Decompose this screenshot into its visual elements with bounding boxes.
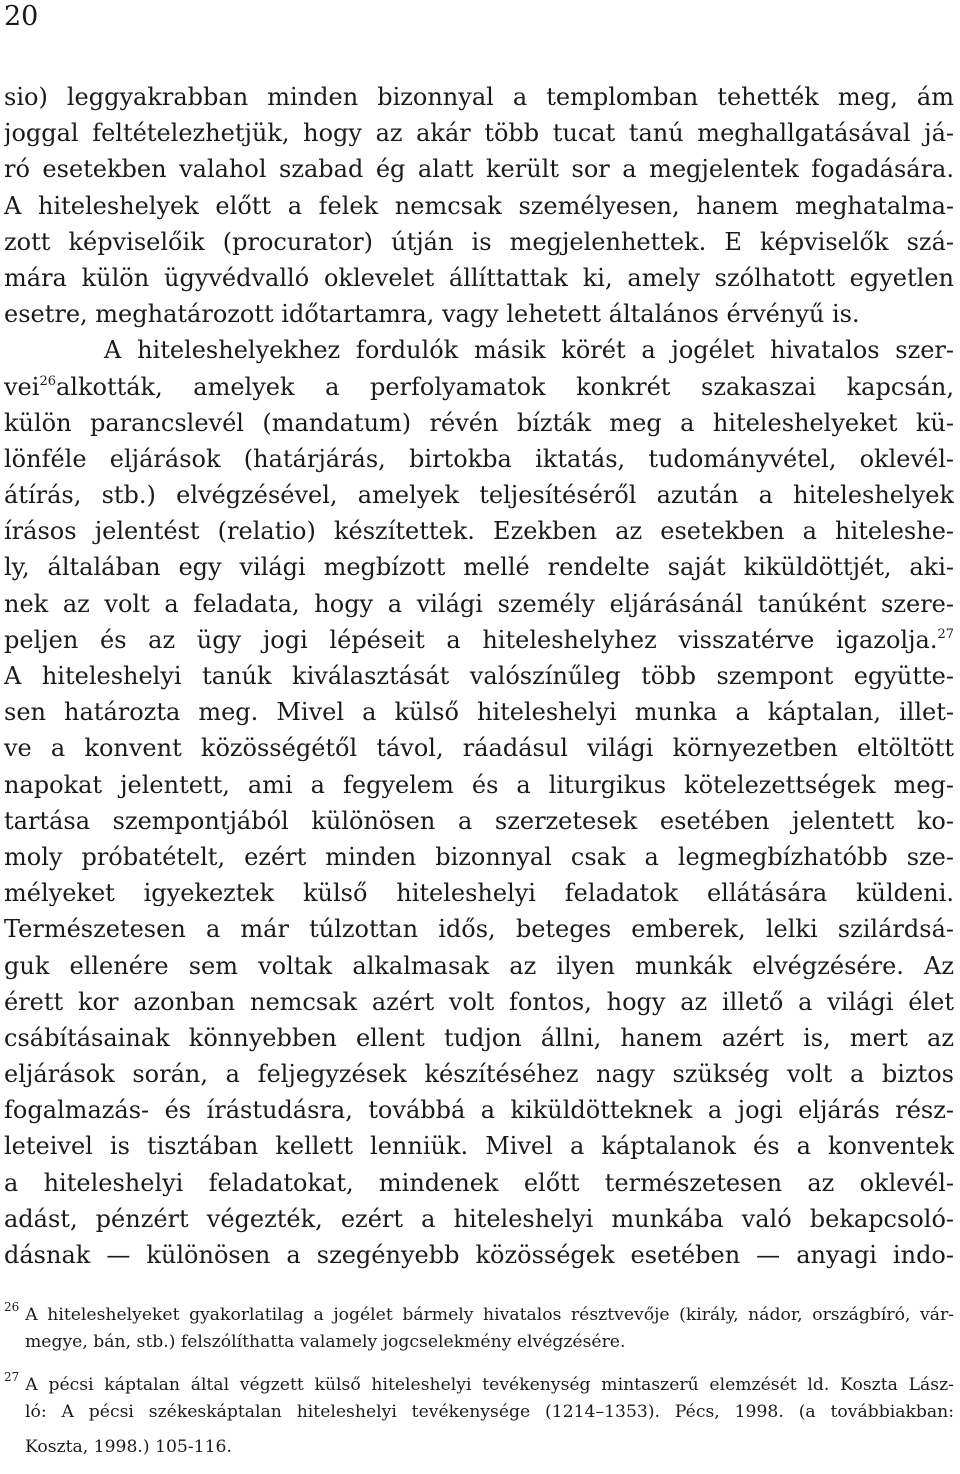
text-line: A hiteleshelyi tanúk kiválasztását valószínűleg több szempont együtte- (4, 662, 954, 690)
text-line: ly, általában egy világi megbízott mellé rendelte saját kiküldöttjét, aki- (4, 553, 954, 582)
text-line: eljárások során, a feljegyzések készítéséhez nagy szükség volt a biztos (4, 1060, 954, 1089)
text-line: lönféle eljárások (határjárás, birtokba iktatás, tudományvétel, oklevél- (4, 444, 954, 473)
page-number: 20 (4, 1, 39, 32)
line-text: peljen és az ügy jogi lépéseit a hiteleshelyhez visszatérve igazolja. (4, 625, 938, 654)
footnote-text: A hiteleshelyeket gyakorlatilag a jogélet bármely hivatalos résztvevője (király, nádor, országbíró, vár- (25, 1305, 954, 1325)
text-line: átírás, stb.) elvégzésével, amelyek teljesítéséről azután a hiteleshelyek (4, 481, 954, 510)
text-line: sio) leggyakrabban minden bizonnyal a templomban tehették meg, ám (4, 83, 954, 111)
text-line: leteivel is tisztában kellett lenniük. Mivel a káptalanok és a konventek (4, 1132, 954, 1161)
text-line: esetre, meghatározott időtartamra, vagy lehetett általános érvényű is. (4, 300, 860, 329)
paragraph-start-line: A hiteleshelyekhez fordulók másik körét a jogélet hivatalos szer- (104, 336, 954, 365)
text-line: fogalmazás- és írástudásra, továbbá a kiküldötteknek a jogi eljárás rész- (4, 1096, 954, 1125)
footnote-text: megye, bán, stb.) felszólíthatta valamely jogcselekmény elvégzésére. (25, 1332, 626, 1352)
text-line: guk ellenére sem voltak alkalmasak az ilyen munkák elvégzésére. Az (4, 951, 954, 980)
text-line: moly próbatételt, ezért minden bizonnyal csak a legmegbízhatóbb sze- (4, 842, 954, 871)
footnote-26 (4, 1290, 954, 1325)
text-line: tartása szempontjából különösen a szerzetesek esetében jelentett ko- (4, 806, 954, 835)
line-rest: alkották, amelyek a perfolyamatok konkrét szakaszai kapcsán, (55, 372, 954, 401)
text-line: mára külön ügyvédvalló oklevelet állíttattak ki, amely szólhatott egyetlen (4, 263, 954, 292)
text-line: írásos jelentést (relatio) készítettek. Ezekben az esetekben a hiteleshe- (4, 517, 954, 546)
line-start: vei (4, 372, 40, 401)
text-line: napokat jelentett, ami a fegyelem és a liturgikus kötelezettségek meg- (4, 770, 954, 799)
footnote-text: Koszta, 1998.) 105-116. (25, 1437, 232, 1457)
text-line: csábításainak könnyebben ellent tudjon állni, hanem azért is, mert az (4, 1023, 954, 1052)
footnote-text: ló: A pécsi székeskáptalan hiteleshelyi tevékenysége (1214–1353). Pécs, 1998. (a továbbiakban: (25, 1402, 954, 1422)
text-line: a hiteleshelyi feladatokat, mindenek előtt természetesen az oklevél- (4, 1168, 954, 1197)
text-line: adást, pénzért végezték, ezért a hiteleshelyi munkába való bekapcsoló- (4, 1204, 954, 1233)
text-line (4, 369, 954, 405)
body-text (4, 79, 954, 1273)
text-line: A hiteleshelyek előtt a felek nemcsak személyesen, hanem meghatalma- (4, 191, 954, 220)
text-line: sen határozta meg. Mivel a külső hiteleshelyi munka a káptalan, illet- (4, 698, 954, 727)
text-line: mélyeket igyekeztek külső hiteleshelyi feladatok ellátására küldeni. (4, 879, 954, 908)
footnotes (4, 1290, 954, 1465)
footnote-text: A pécsi káptalan által végzett külső hiteleshelyi tevékenység mintaszerű elemzését ld. Koszta Lász- (25, 1375, 954, 1395)
text-line: ró esetekben valahol szabad ég alatt került sor a megjelentek fogadására. (4, 155, 954, 184)
text-line: ve a konvent közösségétől távol, ráadásul világi környezetben eltöltött (4, 734, 954, 763)
text-line: nek az volt a feladata, hogy a világi személy eljárásánál tanúként szere- (4, 589, 954, 618)
text-line: joggal feltételezhetjük, hogy az akár több tucat tanú meghallgatásával já- (4, 119, 954, 148)
text-line: érett kor azonban nemcsak azért volt fontos, hogy az illető a világi élet (4, 987, 954, 1016)
footnote-ref-27: 27 (937, 626, 954, 642)
footnote-ref-26: 26 (39, 373, 56, 389)
text-line: külön parancslevél (mandatum) révén bízták meg a hiteleshelyeket kü- (4, 408, 954, 437)
text-line: zott képviselőik (procurator) útján is megjelenhettek. E képviselők szá- (4, 227, 954, 256)
footnote-27 (4, 1360, 954, 1395)
footnote-number: 26 (4, 1300, 20, 1314)
text-line: Természetesen a már túlzottan idős, beteges emberek, lelki szilárdsá- (4, 915, 954, 944)
text-line: dásnak — különösen a szegényebb közösségek esetében — anyagi indo- (4, 1241, 954, 1269)
text-line (4, 622, 954, 658)
footnote-number: 27 (4, 1370, 20, 1384)
